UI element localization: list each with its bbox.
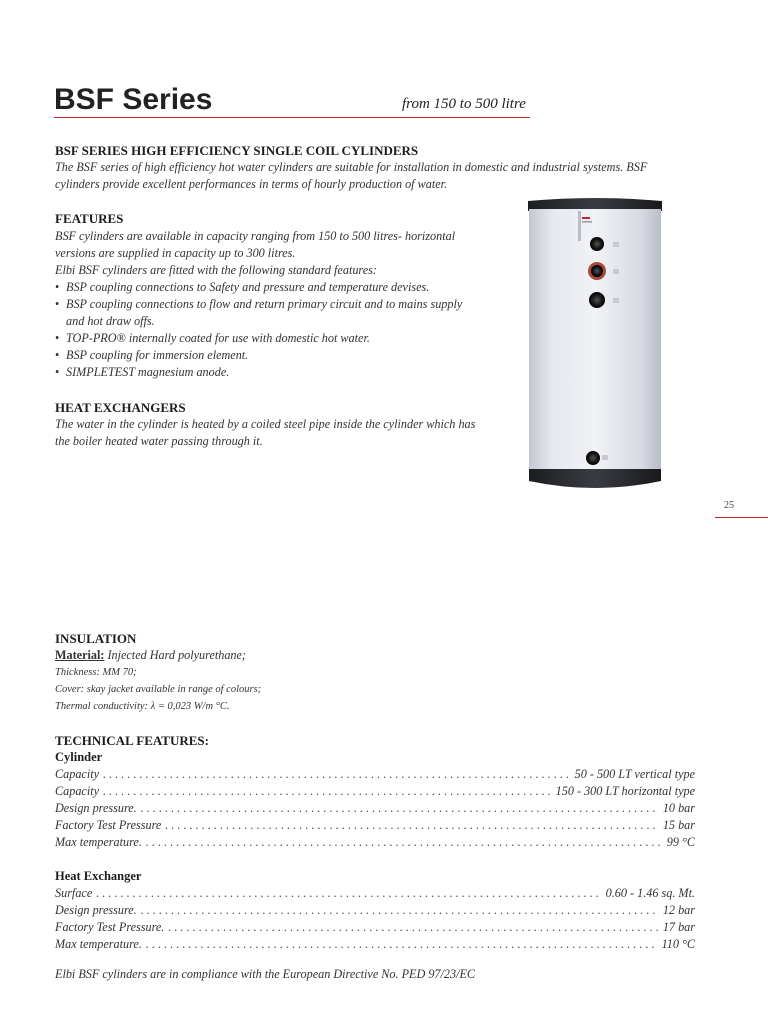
feature-item-text: BSP coupling connections to flow and return primary circuit and to mains supply: [66, 297, 463, 311]
spec-row: [55, 801, 695, 818]
spec-label: Capacity: [55, 767, 100, 781]
dot-leader: [165, 818, 659, 833]
insulation-cover: Cover: skay jacket available in range of colours;: [55, 684, 262, 695]
spec-row: [55, 835, 695, 852]
spec-label: Design pressure.: [55, 801, 137, 815]
dot-leader: [141, 903, 659, 918]
features-line-2: versions are supplied in capacity up to 300 litres.: [55, 246, 296, 260]
dot-leader: [146, 835, 663, 850]
dot-leader: [168, 920, 658, 935]
insulation-material: [55, 647, 246, 664]
insulation-thickness: Thickness: MM 70;: [55, 667, 137, 678]
features-line-3: Elbi BSF cylinders are fitted with the following standard features:: [55, 263, 377, 277]
title-divider: [54, 117, 530, 118]
feature-item-continuation: and hot draw offs.: [66, 314, 155, 328]
spec-row: [55, 937, 695, 954]
spec-label: Design pressure.: [55, 903, 137, 917]
feature-item: [55, 296, 515, 330]
spec-label: Capacity: [55, 784, 100, 798]
dot-leader: [103, 784, 552, 799]
spec-row: [55, 818, 695, 835]
insulation-heading: INSULATION: [55, 631, 137, 646]
page-number-rule: [715, 517, 768, 518]
intro-line-1: The BSF series of high efficiency hot water cylinders are suitable for installation in domestic and industrial systems. BSF: [55, 160, 648, 174]
feature-item: • BSP coupling for immersion element.: [55, 347, 515, 364]
features-list: [55, 279, 515, 381]
dot-leader: [146, 937, 658, 952]
dot-leader: [103, 767, 571, 782]
cylinder-bottom-cap: [529, 469, 661, 488]
spec-row: [55, 767, 695, 784]
spec-value: 0.60 - 1.46 sq. Mt.: [605, 886, 695, 900]
spec-value: 10 bar: [662, 801, 695, 815]
spec-value: 15 bar: [662, 818, 695, 832]
thermometer-port-inner: [591, 265, 603, 277]
spec-label: Max temperature.: [55, 835, 142, 849]
heat-exchangers-line-2: the boiler heated water passing through it.: [55, 434, 263, 448]
spec-label: Max temperature.: [55, 937, 142, 951]
heat-exchanger-subheading: Heat Exchanger: [55, 869, 142, 883]
heat-exchangers-heading: HEAT EXCHANGERS: [55, 400, 186, 415]
brand-mark: [582, 217, 590, 219]
compliance-note: Elbi BSF cylinders are in compliance with the European Directive No. PED 97/23/EC: [55, 967, 476, 981]
feature-item: • SIMPLETEST magnesium anode.: [55, 364, 515, 381]
port-icon: [586, 451, 600, 465]
spec-value: 17 bar: [662, 920, 695, 934]
technical-heading: TECHNICAL FEATURES:: [55, 733, 209, 748]
insulation-conductivity: Thermal conductivity: λ = 0,023 W/m °C.: [55, 701, 230, 712]
port-tag: [613, 298, 619, 303]
page-number: 25: [724, 500, 734, 511]
spec-value: 110 °C: [661, 937, 695, 951]
port-tag: [613, 269, 619, 274]
heat-exchangers-line-1: The water in the cylinder is heated by a coiled steel pipe inside the cylinder which has: [55, 417, 476, 431]
port-tag: [613, 242, 619, 247]
material-label: Material:: [55, 648, 105, 662]
label-line: [582, 221, 592, 223]
spec-row: [55, 903, 695, 920]
spec-label: Factory Test Pressure.: [55, 920, 165, 934]
spec-label: Surface: [55, 886, 93, 900]
intro-heading: BSF SERIES HIGH EFFICIENCY SINGLE COIL CYLINDERS: [55, 143, 419, 158]
intro-line-2: cylinders provide excellent performances in terms of hourly production of water.: [55, 177, 448, 191]
features-paragraph: [55, 228, 515, 381]
cylinder-subheading: Cylinder: [55, 750, 103, 764]
feature-item: • BSP coupling connections to Safety and pressure and temperature devises.: [55, 279, 515, 296]
page-subtitle: from 150 to 500 litre: [402, 96, 526, 112]
label-strip: [578, 211, 581, 241]
material-value: Injected Hard polyurethane;: [104, 648, 246, 662]
spec-row: [55, 886, 695, 903]
cylinder-product-image: [520, 193, 670, 495]
spec-value: 50 - 500 LT vertical type: [574, 767, 695, 781]
page-title: BSF Series: [54, 83, 213, 116]
port-icon: [589, 292, 605, 308]
spec-value: 150 - 300 LT horizontal type: [555, 784, 695, 798]
dot-leader: [141, 801, 659, 816]
intro-paragraph: [55, 159, 715, 193]
port-tag: [602, 455, 608, 460]
spec-row: [55, 920, 695, 937]
spec-value: 12 bar: [662, 903, 695, 917]
spec-row: [55, 784, 695, 801]
dot-leader: [96, 886, 601, 901]
port-icon: [590, 237, 604, 251]
heat-exchangers-paragraph: [55, 416, 515, 450]
features-heading: FEATURES: [55, 211, 124, 226]
features-line-1: BSF cylinders are available in capacity ranging from 150 to 500 litres- horizontal: [55, 229, 456, 243]
feature-item: • TOP-PRO® internally coated for use with domestic hot water.: [55, 330, 515, 347]
spec-value: 99 °C: [666, 835, 695, 849]
spec-label: Factory Test Pressure: [55, 818, 162, 832]
